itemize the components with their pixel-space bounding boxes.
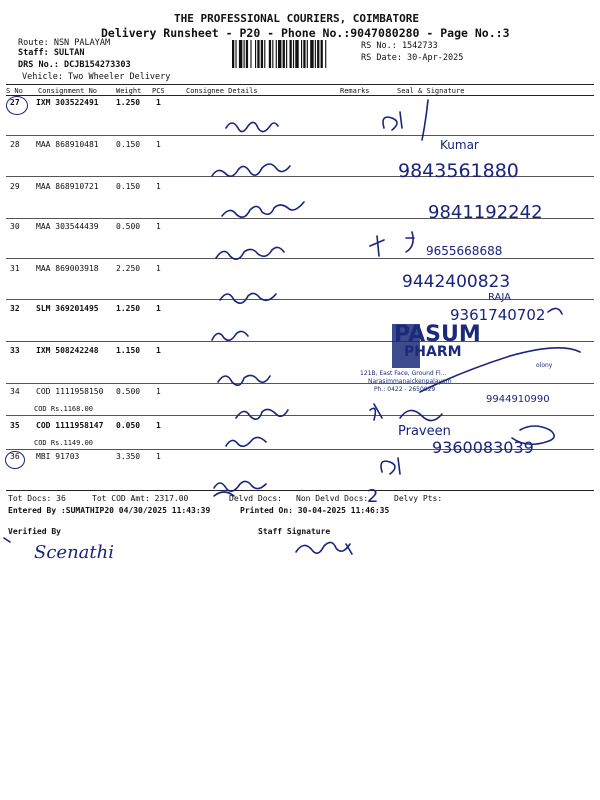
row-sno: 29 [10,182,20,191]
weight-value: 1.250 [116,98,141,107]
weight-value: 1.150 [116,346,141,355]
weight-value: 0.500 [116,387,141,396]
runsheet-title: Delivery Runsheet - P20 - Phone No.:9047080280 - Page No.:3 [101,26,510,40]
handwritten-phone-35: 9360083039 [432,438,534,457]
printed-on: Printed On: 30-04-2025 11:46:35 [240,506,390,515]
weight-value: 0.150 [116,140,141,149]
company-title: THE PROFESSIONAL COURIERS, COIMBATORE [174,12,420,25]
pieces-value: 1 [156,98,161,107]
pieces-value: 1 [156,140,161,149]
consignment-number: MAA 868910481 [36,140,99,149]
handwritten-phone-34: 9944910990 [486,394,550,405]
row-sno: 31 [10,264,20,273]
verified-by-label: Verified By [8,527,61,536]
route-label: Route: NSN PALAYAM [18,38,111,48]
col-weight: Weight [116,87,142,95]
consignment-number: COD 1111958150 [36,387,104,396]
consignment-number: MAA 303544439 [36,222,99,231]
vehicle-label: Vehicle: Two Wheeler Delivery [22,72,171,82]
pieces-value: 1 [156,182,161,191]
handwritten-phone-30: 9655668688 [426,244,503,258]
verified-signature: Scenathi [34,542,114,563]
cod-amount: COD Rs.1168.00 [34,405,94,413]
consignment-number: MAA 868910721 [36,182,99,191]
col-consignee: Consignee Details [186,87,258,95]
staff-signature-label: Staff Signature [258,527,331,536]
pieces-value: 1 [156,264,161,273]
drs-number: DRS No.: DCJB154273303 [18,60,131,70]
rs-number: RS No.: 1542733 [361,41,438,51]
row-sno: 32 [10,304,20,313]
weight-value: 0.500 [116,222,141,231]
stamp-title: PASUM [394,322,481,347]
stamp-address-2: Narasimmanaickenpalayam [368,378,452,385]
rs-date: RS Date: 30-Apr-2025 [361,53,464,63]
col-sno: S No [6,87,23,95]
handwritten-phone-32: 9361740702 [450,306,546,324]
total-docs: Tot Docs: 36 [8,494,66,503]
pieces-value: 1 [156,346,161,355]
handwritten-phone-29: 9841192242 [428,202,543,223]
pieces-value: 1 [156,421,161,430]
row-sno: 36 [10,452,20,461]
handwritten-name-35: Praveen [398,424,451,439]
staff-label: Staff: SULTAN [18,48,85,58]
row-sno: 35 [10,421,20,430]
consignment-number: SLM 369201495 [36,304,99,313]
stamp-address-1: 121B, East Face, Ground Fl... [360,370,447,377]
handwritten-phone-28: 9843561880 [398,160,519,182]
col-seal: Seal & Signature [397,87,465,95]
weight-value: 1.250 [116,304,141,313]
consignment-number: MAA 869003918 [36,264,99,273]
pieces-value: 1 [156,387,161,396]
weight-value: 0.050 [116,421,141,430]
row-sno: 30 [10,222,20,231]
pharmacy-stamp [360,320,578,400]
stamp-colony: olony [536,362,553,369]
stamp-phone: Ph.: 0422 - 2650029 [374,386,436,393]
cod-amount: COD Rs.1149.00 [34,439,94,447]
delivered-docs: Delvd Docs: [229,494,282,503]
weight-value: 0.150 [116,182,141,191]
consignment-number: MBI 91703 [36,452,80,461]
col-pcs: PCS [152,87,165,95]
row-sno: 28 [10,140,20,149]
total-cod-amount: Tot COD Amt: 2317.00 [92,494,189,503]
col-consignment: Consignment No [38,87,98,95]
delivery-points: Delvy Pts: [394,494,443,503]
stamp-subtitle: PHARM [404,344,462,360]
entered-by: Entered By :SUMATHIP20 04/30/2025 11:43:39 [8,506,211,515]
pieces-value: 1 [156,222,161,231]
weight-value: 2.250 [116,264,141,273]
col-remarks: Remarks [340,87,370,95]
handwritten-nondelvd-count: 2 [367,486,379,507]
handwritten-name-28: Kumar [440,138,479,152]
row-sno: 34 [10,387,20,396]
row-sno: 27 [10,98,20,107]
handwritten-name-32: RAJA [488,292,511,303]
pieces-value: 1 [156,304,161,313]
consignment-number: IXM 508242248 [36,346,99,355]
consignment-number: COD 1111958147 [36,421,104,430]
weight-value: 3.350 [116,452,141,461]
handwritten-phone-31: 9442400823 [402,272,511,292]
row-sno: 33 [10,346,20,355]
non-delivered-docs: Non Delvd Docs: [296,494,369,503]
pieces-value: 1 [156,452,161,461]
consignment-number: IXM 303522491 [36,98,99,107]
